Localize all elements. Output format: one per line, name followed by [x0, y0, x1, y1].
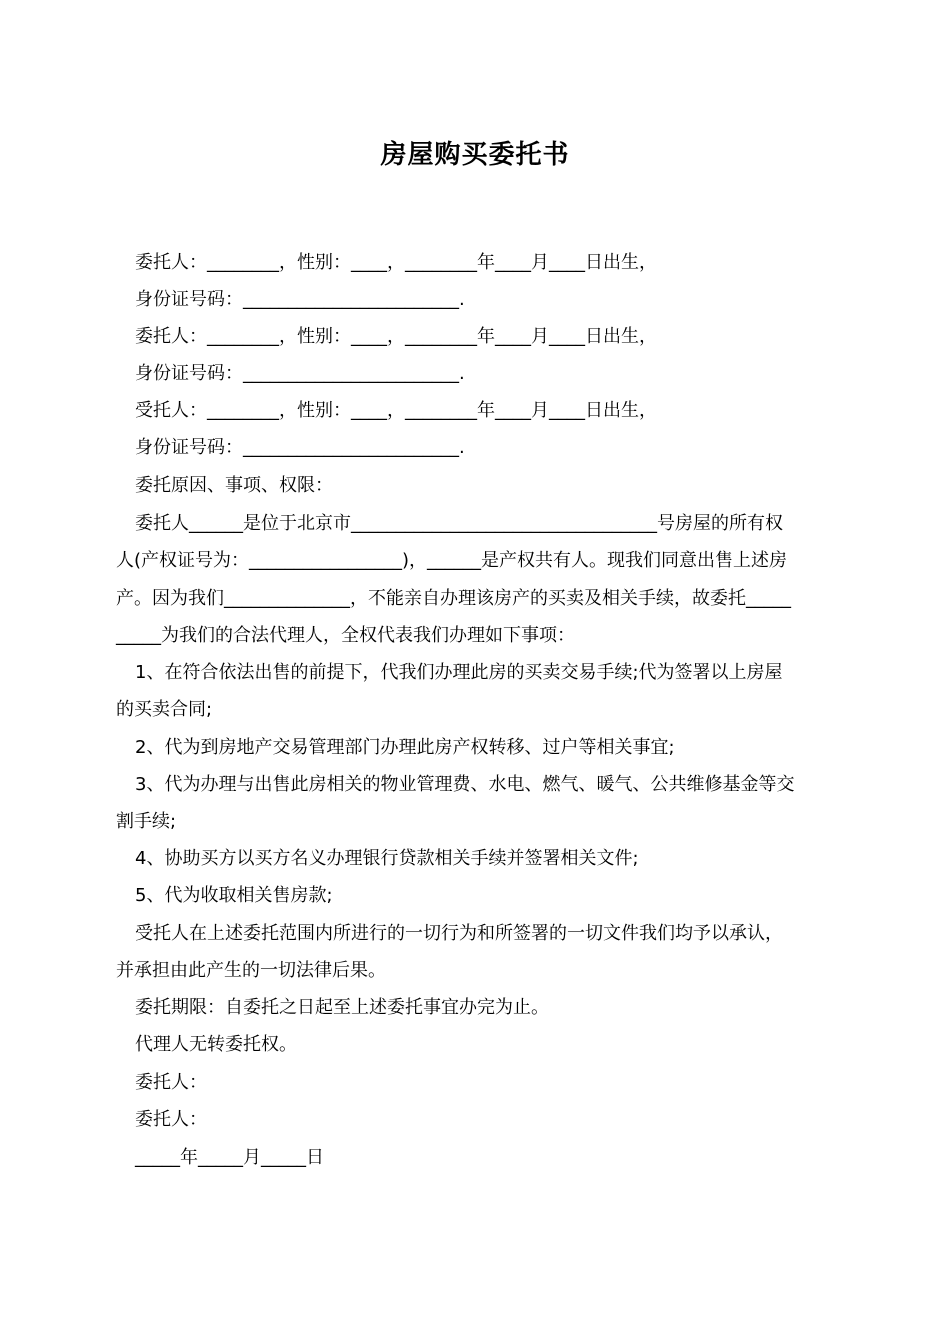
no-subdelegation-statement: 代理人无转委托权。 — [135, 1034, 297, 1055]
principal-1-info: 委托人：________，性别：____，________年____月____日出生， — [135, 252, 657, 273]
acknowledgement-line: 受托人在上述委托范围内所进行的一切行为和所签署的一切文件我们均予以承认， — [135, 923, 783, 944]
principal-1-id: 身份证号码：________________________. — [135, 289, 465, 310]
reason-paragraph-line: 委托人______是位于北京市__________________________________号房屋的所有权 — [135, 513, 783, 534]
item-5: 5、代为收取相关售房款; — [135, 885, 333, 906]
agent-id: 身份证号码：________________________. — [135, 437, 465, 458]
signature-date: _____年_____月_____日 — [135, 1147, 324, 1168]
item-1-line: 1、在符合依法出售的前提下，代我们办理此房的买卖交易手续;代为签署以上房屋 — [135, 662, 783, 683]
document-title: 房屋购买委托书 — [380, 140, 570, 170]
principal-2-id: 身份证号码：________________________. — [135, 363, 465, 384]
signature-principal-1: 委托人： — [135, 1072, 207, 1093]
reason-paragraph-line: 产。因为我们______________，不能亲自办理该房产的买卖及相关手续，故委托_____ — [116, 588, 791, 609]
principal-2-info: 委托人：________，性别：____，________年____月____日出生， — [135, 326, 657, 347]
reason-heading: 委托原因、事项、权限： — [135, 475, 333, 496]
reason-paragraph-line: _____为我们的合法代理人，全权代表我们办理如下事项： — [116, 625, 575, 646]
reason-paragraph-line: 人(产权证号为：_________________)，______是产权共有人。现我们同意出售上述房 — [116, 550, 788, 571]
term-statement: 委托期限：自委托之日起至上述委托事宜办完为止。 — [135, 997, 549, 1018]
item-3-line: 3、代为办理与出售此房相关的物业管理费、水电、燃气、暖气、公共维修基金等交 — [135, 774, 795, 795]
item-2: 2、代为到房地产交易管理部门办理此房产权转移、过户等相关事宜; — [135, 737, 675, 758]
item-3-line: 割手续; — [116, 811, 177, 832]
item-1-line: 的买卖合同; — [116, 699, 213, 720]
item-4: 4、协助买方以买方名义办理银行贷款相关手续并签署相关文件; — [135, 848, 639, 869]
acknowledgement-line: 并承担由此产生的一切法律后果。 — [116, 960, 386, 981]
agent-info: 受托人：________，性别：____，________年____月____日出生， — [135, 400, 657, 421]
signature-principal-2: 委托人： — [135, 1109, 207, 1130]
